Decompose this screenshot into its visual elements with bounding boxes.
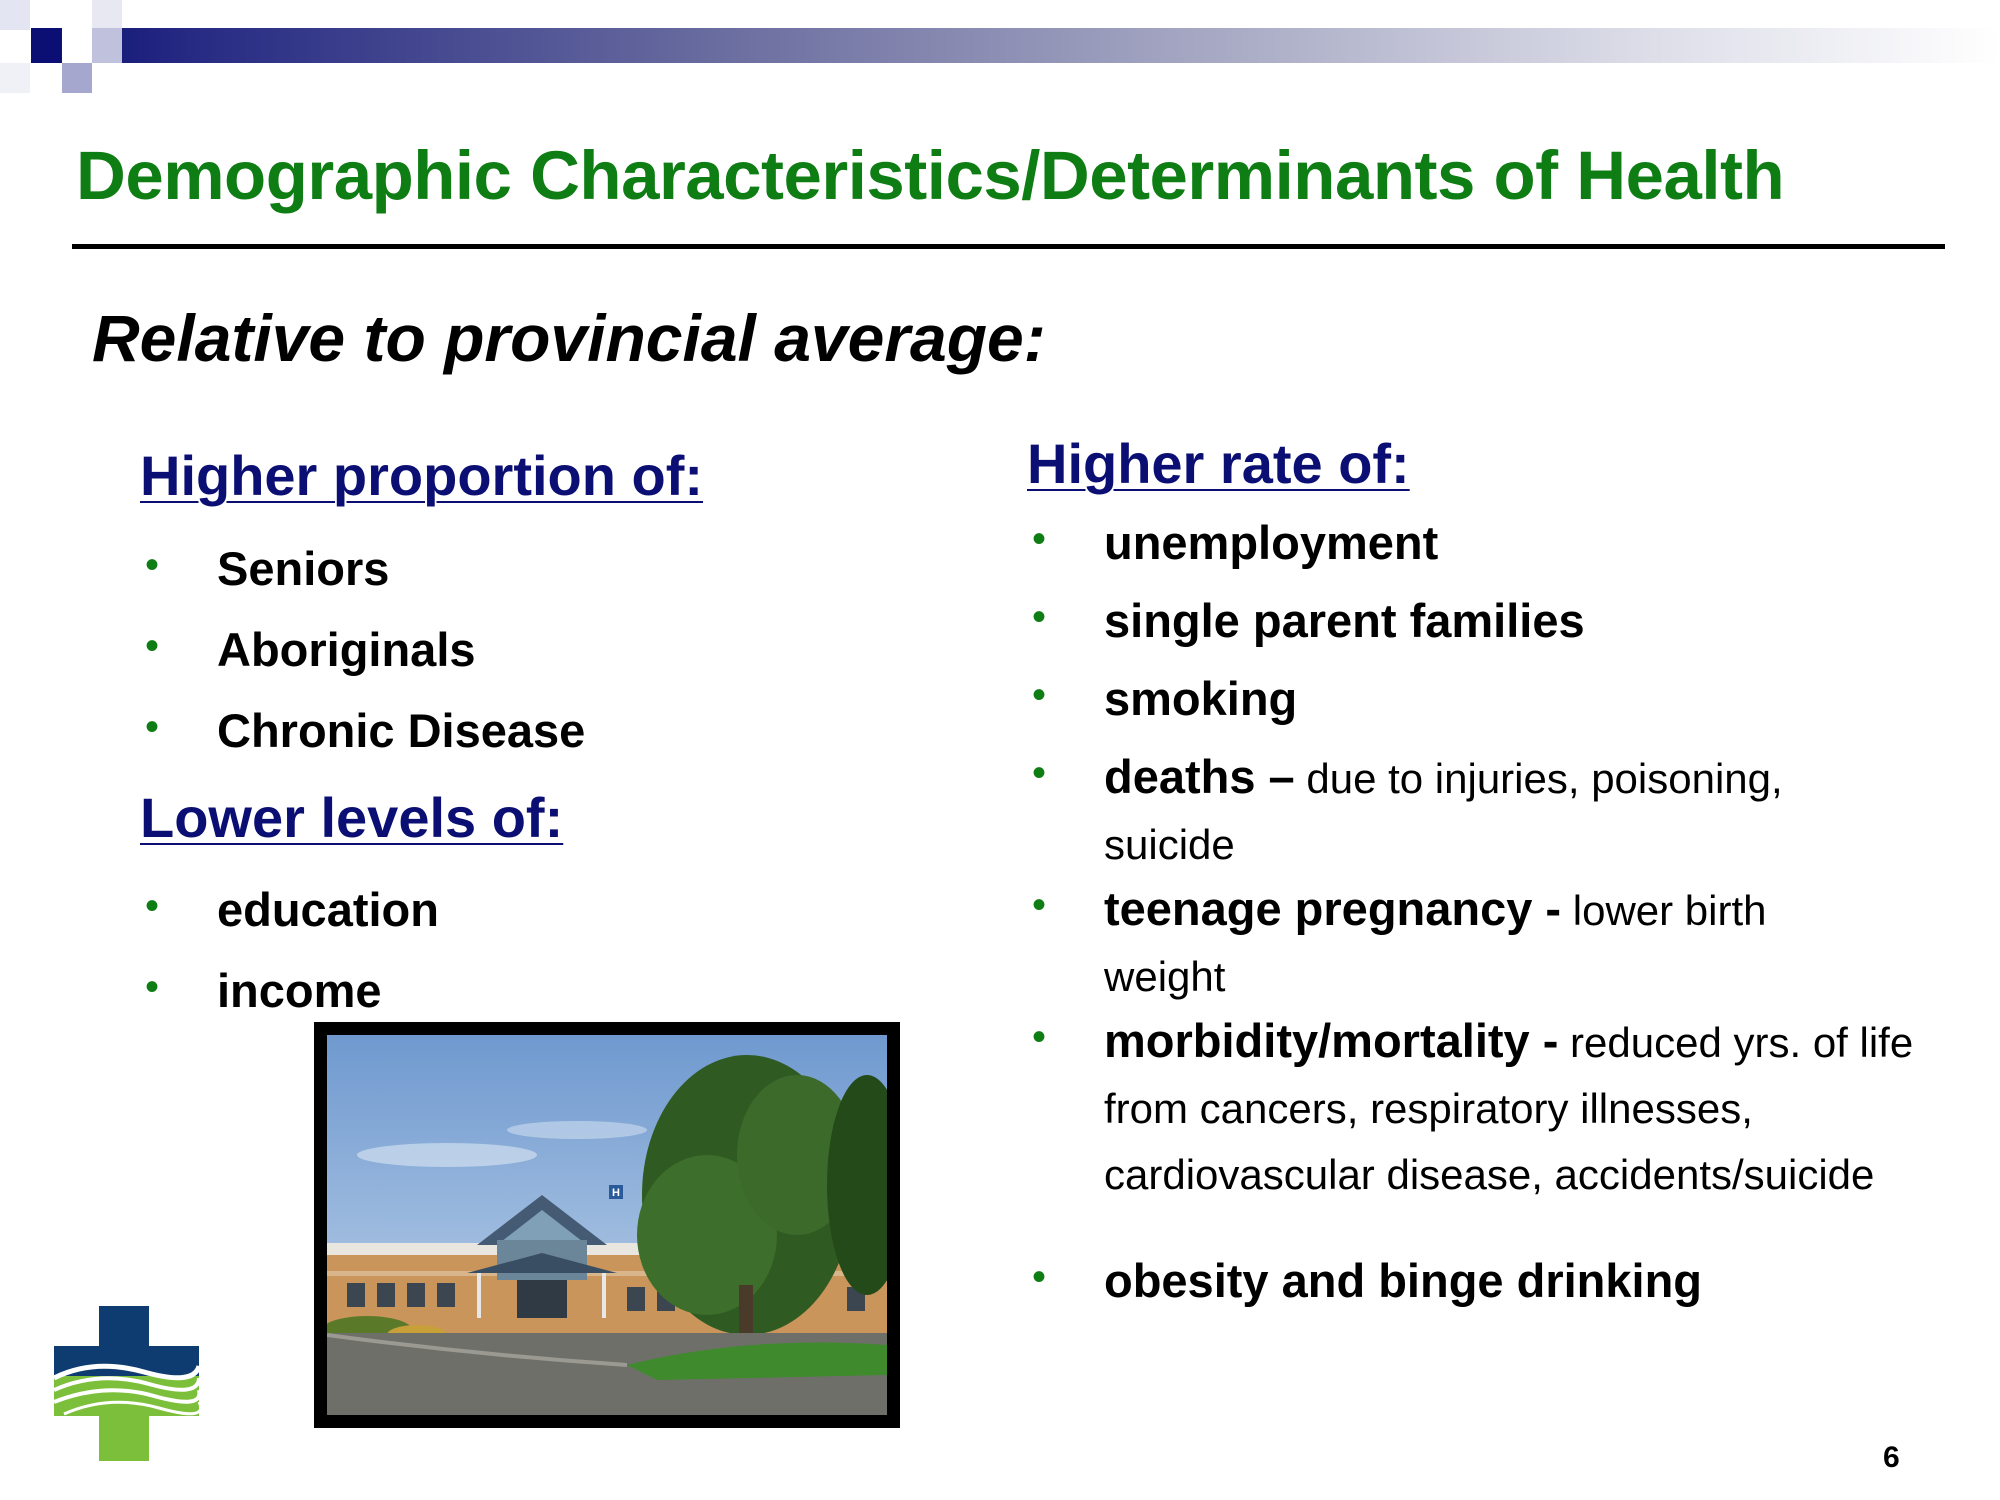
svg-text:H: H — [612, 1187, 620, 1199]
item-bold-text: morbidity/mortality - — [1104, 1014, 1559, 1067]
hospital-photo-image — [327, 1035, 887, 1415]
bullet-icon: • — [1032, 883, 1047, 927]
decor-square — [0, 63, 30, 93]
list-item-label: income — [217, 964, 382, 1017]
decor-square — [62, 63, 92, 93]
higher-proportion-heading: Higher proportion of: — [140, 444, 704, 507]
bullet-icon: • — [1032, 1255, 1047, 1299]
item-bold-text: obesity and binge drinking — [1104, 1254, 1702, 1307]
item-bold-text: deaths – — [1104, 750, 1295, 803]
decor-square — [0, 0, 30, 30]
bullet-icon: • — [145, 884, 160, 928]
hospital-building-photo — [314, 1022, 900, 1428]
lower-levels-heading: Lower levels of: — [140, 786, 564, 849]
bullet-icon: • — [1032, 673, 1047, 717]
slide-title: Demographic Characteristics/Determinants of Health — [76, 137, 1785, 214]
bullet-icon: • — [145, 543, 160, 587]
bullet-icon: • — [145, 705, 160, 749]
list-item-label: Chronic Disease — [217, 704, 586, 757]
bullet-icon: • — [1032, 751, 1047, 795]
list-item-label: Seniors — [217, 542, 390, 595]
list-item-label: education — [217, 883, 439, 936]
item-bold-text: teenage pregnancy - — [1104, 882, 1562, 935]
item-bold-text: unemployment — [1104, 516, 1439, 569]
item-detail-text: lower birth weight — [1104, 887, 1767, 1000]
higher-rate-heading: Higher rate of: — [1027, 432, 1410, 495]
bullet-icon: • — [1032, 1015, 1047, 1059]
list-item-label: Aboriginals — [217, 623, 476, 676]
health-cross-logo — [54, 1306, 199, 1466]
decor-square — [31, 28, 61, 63]
item-detail-text: due to injuries, poisoning, suicide — [1104, 755, 1783, 868]
slide-subtitle: Relative to provincial average: — [92, 301, 1046, 375]
bullet-icon: • — [1032, 517, 1047, 561]
item-bold-text: smoking — [1104, 672, 1298, 725]
item-bold-text: single parent families — [1104, 594, 1585, 647]
item-detail-text: reduced yrs. of life from cancers, respiratory illnesses, cardiovascular disease, accidents/suicide — [1104, 1019, 1914, 1198]
title-divider — [72, 244, 1945, 249]
decor-square — [92, 28, 122, 63]
decor-square — [62, 28, 92, 63]
bullet-icon: • — [1032, 595, 1047, 639]
bullet-icon: • — [145, 965, 160, 1009]
header-gradient-banner — [31, 28, 2000, 63]
decor-square — [92, 0, 122, 28]
bullet-icon: • — [145, 624, 160, 668]
page-number: 6 — [1883, 1441, 1900, 1474]
